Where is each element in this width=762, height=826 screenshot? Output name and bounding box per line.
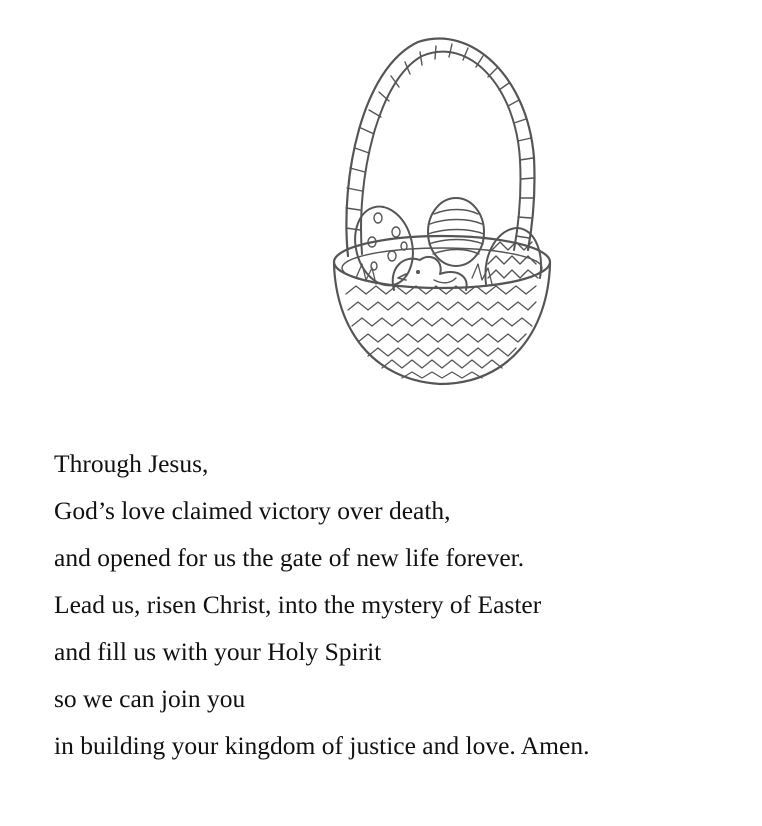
prayer-text	[54, 440, 744, 769]
prayer-line: Through Jesus,	[54, 449, 209, 478]
prayer-line: and opened for us the gate of new life forever.	[54, 543, 525, 572]
prayer-line: God’s love claimed victory over death,	[54, 496, 451, 525]
prayer-line: Lead us, risen Christ, into the mystery of Easter	[54, 590, 542, 619]
prayer-line: in building your kingdom of justice and love. Amen.	[54, 731, 590, 760]
prayer-line: so we can join you	[54, 684, 246, 713]
easter-basket-icon	[322, 28, 562, 400]
prayer-line: and fill us with your Holy Spirit	[54, 637, 382, 666]
basket-handle	[346, 39, 534, 256]
chick	[393, 257, 467, 290]
